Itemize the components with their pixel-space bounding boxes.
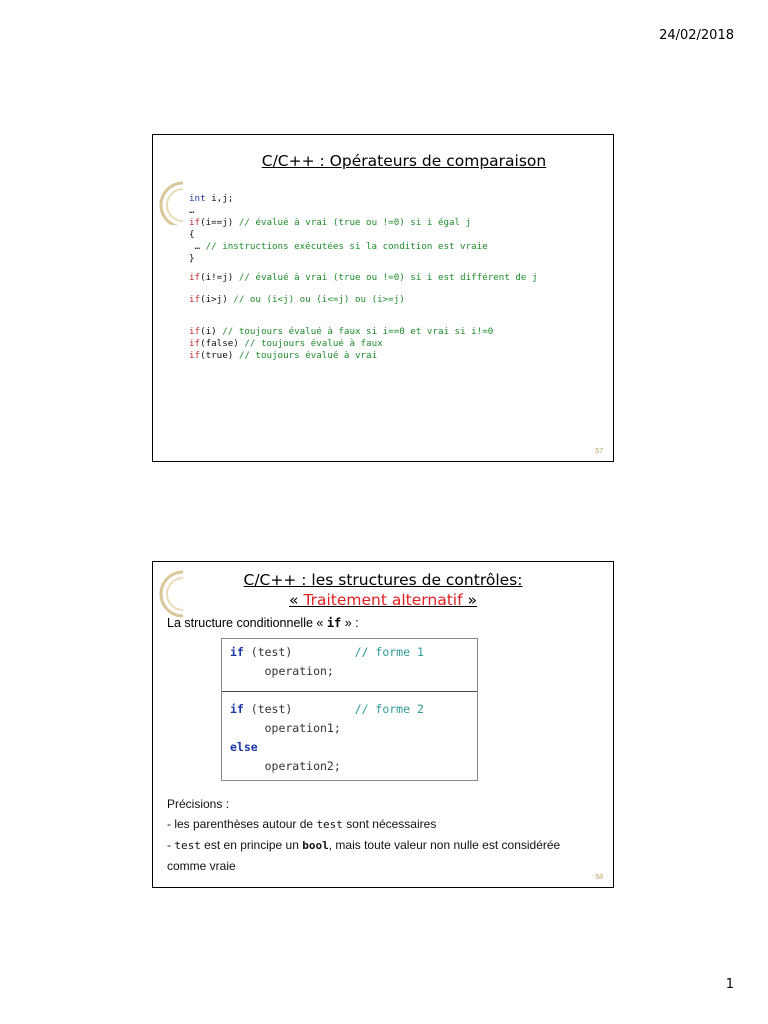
code-text: (test) <box>243 645 293 659</box>
quote-open: « <box>289 591 304 609</box>
note-code: bool <box>302 839 329 852</box>
note-text: - <box>167 838 175 852</box>
section-heading <box>167 616 359 630</box>
slide-title: C/C++ : Opérateurs de comparaison <box>261 152 547 170</box>
code-keyword: if <box>189 338 201 349</box>
code-keyword: if <box>189 272 201 283</box>
slide-57 <box>152 134 614 462</box>
slide-58 <box>152 561 614 888</box>
note-item: comme vraie <box>167 859 236 873</box>
page-number: 1 <box>725 977 734 992</box>
code-keyword: if <box>189 294 201 305</box>
code-spacing <box>292 702 354 716</box>
code-text: (i) <box>200 326 217 337</box>
page-date: 24/02/2018 <box>659 28 734 43</box>
code-text: (i!=j) <box>200 272 234 283</box>
code-line <box>189 217 609 229</box>
code-text: (true) <box>200 350 234 361</box>
code-comment: // toujours évalué à vrai <box>233 350 378 361</box>
slide-title: C/C++ : les structures de contrôles: <box>243 571 523 589</box>
code-comment: // forme 2 <box>354 702 424 716</box>
code-keyword: if <box>189 350 201 361</box>
code-line <box>189 241 609 253</box>
note-item <box>167 835 607 856</box>
code-line: … <box>189 205 195 216</box>
code-line: operation2; <box>230 759 341 773</box>
code-keyword: if <box>189 217 201 228</box>
code-keyword: else <box>230 740 258 754</box>
code-line <box>189 294 609 306</box>
note-code: test <box>174 839 201 852</box>
code-line: { <box>189 229 195 240</box>
note-text: - les parenthèses autour de <box>167 817 317 831</box>
code-text: … <box>189 241 206 252</box>
note-text: sont nécessaires <box>342 817 437 831</box>
code-comment: // ou (i<j) ou (i<=j) ou (i>=j) <box>227 294 405 305</box>
code-line <box>189 350 609 362</box>
code-comment: // toujours évalué à faux <box>238 338 383 349</box>
note-text: est en principe un <box>200 838 303 852</box>
code-line <box>230 738 424 757</box>
slide-corner-decoration <box>153 135 183 225</box>
note-item <box>167 814 607 835</box>
code-line <box>189 272 609 284</box>
code-text: i,j; <box>205 193 234 204</box>
code-keyword: if <box>230 645 244 659</box>
heading-text: La structure conditionnelle « <box>167 616 327 630</box>
notes-title: Précisions : <box>167 797 230 811</box>
code-line <box>189 193 609 205</box>
form-2-code <box>230 700 424 776</box>
slide-number: 58 <box>595 874 603 881</box>
code-spacing <box>292 645 354 659</box>
code-text: (test) <box>243 702 293 716</box>
code-text: (i>j) <box>200 294 228 305</box>
code-comment: // évalué à vrai (true ou !=0) si i égal j <box>233 217 472 228</box>
code-keyword: int <box>189 193 206 204</box>
code-line <box>230 643 424 662</box>
code-comment: // toujours évalué à faux si i==0 et vrai si i!=0 <box>216 326 494 337</box>
slide-number: 57 <box>595 448 603 455</box>
code-line <box>230 700 424 719</box>
table-divider <box>222 691 477 692</box>
code-line: operation1; <box>230 721 341 735</box>
notes <box>167 794 607 876</box>
highlighted-title: Traitement alternatif <box>303 591 463 609</box>
code-keyword: if <box>230 702 244 716</box>
note-code: test <box>316 818 343 831</box>
code-comment: // évalué à vrai (true ou !=0) si i est différent de j <box>233 272 538 283</box>
slide-subtitle <box>153 591 613 609</box>
code-keyword: if <box>189 326 201 337</box>
quote-close: » <box>462 591 477 609</box>
code-comment: // instructions exécutées si la condition est vraie <box>205 241 488 252</box>
code-text: (false) <box>200 338 239 349</box>
code-table <box>221 638 478 781</box>
code-text: (i==j) <box>200 217 234 228</box>
heading-code: if <box>326 616 342 630</box>
note-text: , mais toute valeur non nulle est considérée <box>328 838 561 852</box>
code-comment: // forme 1 <box>354 645 424 659</box>
heading-text: » : <box>341 616 359 630</box>
code-line: } <box>189 253 195 264</box>
form-1-code <box>230 643 424 681</box>
code-line: operation; <box>230 664 334 678</box>
code-line <box>189 326 609 338</box>
code-line <box>189 338 609 350</box>
code-block <box>189 193 609 362</box>
